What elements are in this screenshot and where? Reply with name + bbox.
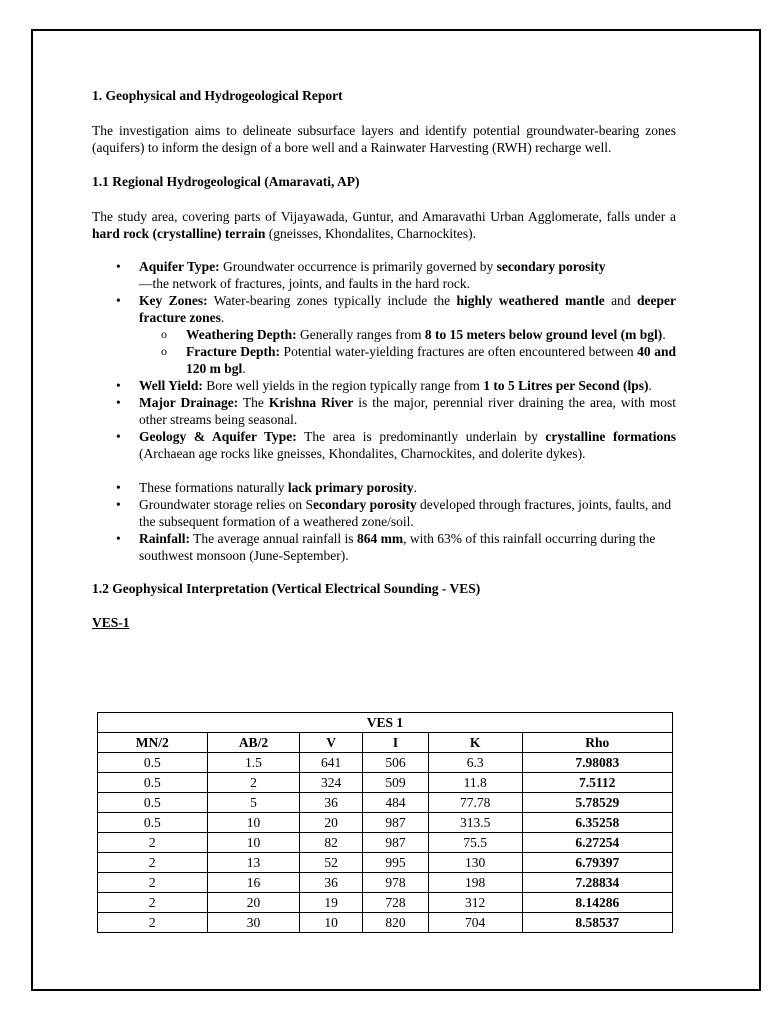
table-cell: 506 bbox=[363, 753, 429, 773]
table-cell: 130 bbox=[428, 853, 522, 873]
table-row bbox=[98, 813, 673, 833]
ves-table-body bbox=[98, 753, 673, 933]
header-k: K bbox=[428, 733, 522, 753]
table-cell: 2 bbox=[98, 873, 208, 893]
list-item-geology: • Geology & Aquifer Type: The area is predominantly underlain by crystalline formations (Archaean age rocks like gneisses, Khondalites, Charnockites, and dolerite dykes). bbox=[139, 428, 676, 462]
table-cell: 324 bbox=[300, 773, 363, 793]
intro-paragraph: The investigation aims to delineate subsurface layers and identify potential groundwater-bearing zones (aquifers) to inform the design of a bore well and a Rainwater Harvesting (RWH) recharge well. bbox=[92, 123, 676, 155]
list-item-weathering-depth: o Weathering Depth: Generally ranges from 8 to 15 meters below ground level (m bgl). bbox=[186, 326, 676, 343]
table-cell: 36 bbox=[300, 873, 363, 893]
table-cell: 0.5 bbox=[98, 813, 208, 833]
study-area-paragraph bbox=[92, 208, 676, 242]
study-area-bold: hard rock (crystalline) terrain bbox=[92, 226, 266, 241]
table-cell: 1.5 bbox=[207, 753, 300, 773]
table-cell: 36 bbox=[300, 793, 363, 813]
table-row bbox=[98, 793, 673, 813]
table-row bbox=[98, 753, 673, 773]
table-cell: 2 bbox=[207, 773, 300, 793]
list-item-rainfall: • Rainfall: The average annual rainfall is 864 mm, with 63% of this rainfall occurring during the southwest monsoon (June-September). bbox=[139, 530, 676, 564]
table-cell: 704 bbox=[428, 913, 522, 933]
table-row bbox=[98, 853, 673, 873]
list-item-storage: • Groundwater storage relies on Secondary porosity developed through fractures, joints, faults, and the subsequent formation of a weathered zone/soil. bbox=[139, 496, 676, 530]
hydro-bullet-list bbox=[92, 258, 676, 462]
table-cell: 987 bbox=[363, 813, 429, 833]
table-cell: 7.5112 bbox=[522, 773, 673, 793]
ves-table-header-row bbox=[98, 733, 673, 753]
table-cell: 484 bbox=[363, 793, 429, 813]
report-title: 1. Geophysical and Hydrogeological Report bbox=[92, 88, 343, 103]
table-cell: 6.35258 bbox=[522, 813, 673, 833]
table-cell: 820 bbox=[363, 913, 429, 933]
table-cell: 77.78 bbox=[428, 793, 522, 813]
table-cell: 0.5 bbox=[98, 773, 208, 793]
header-v: V bbox=[300, 733, 363, 753]
table-cell: 6.79397 bbox=[522, 853, 673, 873]
table-cell: 509 bbox=[363, 773, 429, 793]
table-cell: 728 bbox=[363, 893, 429, 913]
table-cell: 82 bbox=[300, 833, 363, 853]
table-cell: 13 bbox=[207, 853, 300, 873]
table-cell: 0.5 bbox=[98, 753, 208, 773]
porosity-bullet-list bbox=[92, 479, 676, 564]
table-row bbox=[98, 833, 673, 853]
table-cell: 8.58537 bbox=[522, 913, 673, 933]
table-cell: 10 bbox=[300, 913, 363, 933]
table-cell: 978 bbox=[363, 873, 429, 893]
table-cell: 2 bbox=[98, 913, 208, 933]
table-row bbox=[98, 773, 673, 793]
table-cell: 16 bbox=[207, 873, 300, 893]
list-item-aquifer-type: • Aquifer Type: Groundwater occurrence is primarily governed by secondary porosity —the network of fractures, joints, and faults in the hard rock. bbox=[139, 258, 676, 292]
header-mn2: MN/2 bbox=[98, 733, 208, 753]
table-cell: 0.5 bbox=[98, 793, 208, 813]
table-cell: 312 bbox=[428, 893, 522, 913]
table-cell: 20 bbox=[207, 893, 300, 913]
header-i: I bbox=[363, 733, 429, 753]
table-cell: 8.14286 bbox=[522, 893, 673, 913]
table-cell: 30 bbox=[207, 913, 300, 933]
table-cell: 995 bbox=[363, 853, 429, 873]
list-item-well-yield: • Well Yield: Bore well yields in the region typically range from 1 to 5 Litres per Second (lps). bbox=[139, 377, 676, 394]
table-cell: 7.28834 bbox=[522, 873, 673, 893]
table-cell: 52 bbox=[300, 853, 363, 873]
table-cell: 987 bbox=[363, 833, 429, 853]
table-row bbox=[98, 913, 673, 933]
list-item-formations: • These formations naturally lack primary porosity. bbox=[139, 479, 676, 496]
table-cell: 2 bbox=[98, 853, 208, 873]
table-cell: 6.3 bbox=[428, 753, 522, 773]
table-cell: 11.8 bbox=[428, 773, 522, 793]
section-heading-geophysical: 1.2 Geophysical Interpretation (Vertical Electrical Sounding - VES) bbox=[92, 581, 481, 596]
list-item-fracture-depth: o Fracture Depth: Potential water-yielding fractures are often encountered between 40 and 120 m bgl. bbox=[186, 343, 676, 377]
table-cell: 5 bbox=[207, 793, 300, 813]
table-cell: 75.5 bbox=[428, 833, 522, 853]
list-item-major-drainage: • Major Drainage: The Krishna River is the major, perennial river draining the area, with most other streams being seasonal. bbox=[139, 394, 676, 428]
table-row bbox=[98, 873, 673, 893]
header-ab2: AB/2 bbox=[207, 733, 300, 753]
table-row bbox=[98, 893, 673, 913]
table-cell: 2 bbox=[98, 893, 208, 913]
ves-label: VES-1 bbox=[92, 615, 130, 630]
study-area-text: The study area, covering parts of Vijayawada, Guntur, and Amaravathi Urban Agglomerate, falls under a bbox=[92, 209, 676, 224]
table-cell: 7.98083 bbox=[522, 753, 673, 773]
table-cell: 10 bbox=[207, 813, 300, 833]
header-rho: Rho bbox=[522, 733, 673, 753]
section-heading-regional: 1.1 Regional Hydrogeological (Amaravati, AP) bbox=[92, 174, 360, 189]
table-cell: 641 bbox=[300, 753, 363, 773]
key-zones-sublist bbox=[139, 326, 676, 377]
table-cell: 19 bbox=[300, 893, 363, 913]
table-cell: 6.27254 bbox=[522, 833, 673, 853]
ves-table-title: VES 1 bbox=[98, 713, 673, 733]
table-cell: 198 bbox=[428, 873, 522, 893]
study-area-text-end: (gneisses, Khondalites, Charnockites). bbox=[265, 226, 477, 241]
report-body bbox=[92, 87, 676, 631]
list-item-key-zones: • Key Zones: Water-bearing zones typically include the highly weathered mantle and deeper fracture zones. o Weathering Depth: Generally ranges from 8 to 15 meters below ground level (m bgl). o Fracture Depth: Potential water-yielding fractures are often encountered between 40 and 120 m bgl. bbox=[139, 292, 676, 377]
table-cell: 2 bbox=[98, 833, 208, 853]
table-cell: 313.5 bbox=[428, 813, 522, 833]
table-cell: 20 bbox=[300, 813, 363, 833]
table-cell: 10 bbox=[207, 833, 300, 853]
table-cell: 5.78529 bbox=[522, 793, 673, 813]
ves-data-table bbox=[97, 712, 673, 933]
